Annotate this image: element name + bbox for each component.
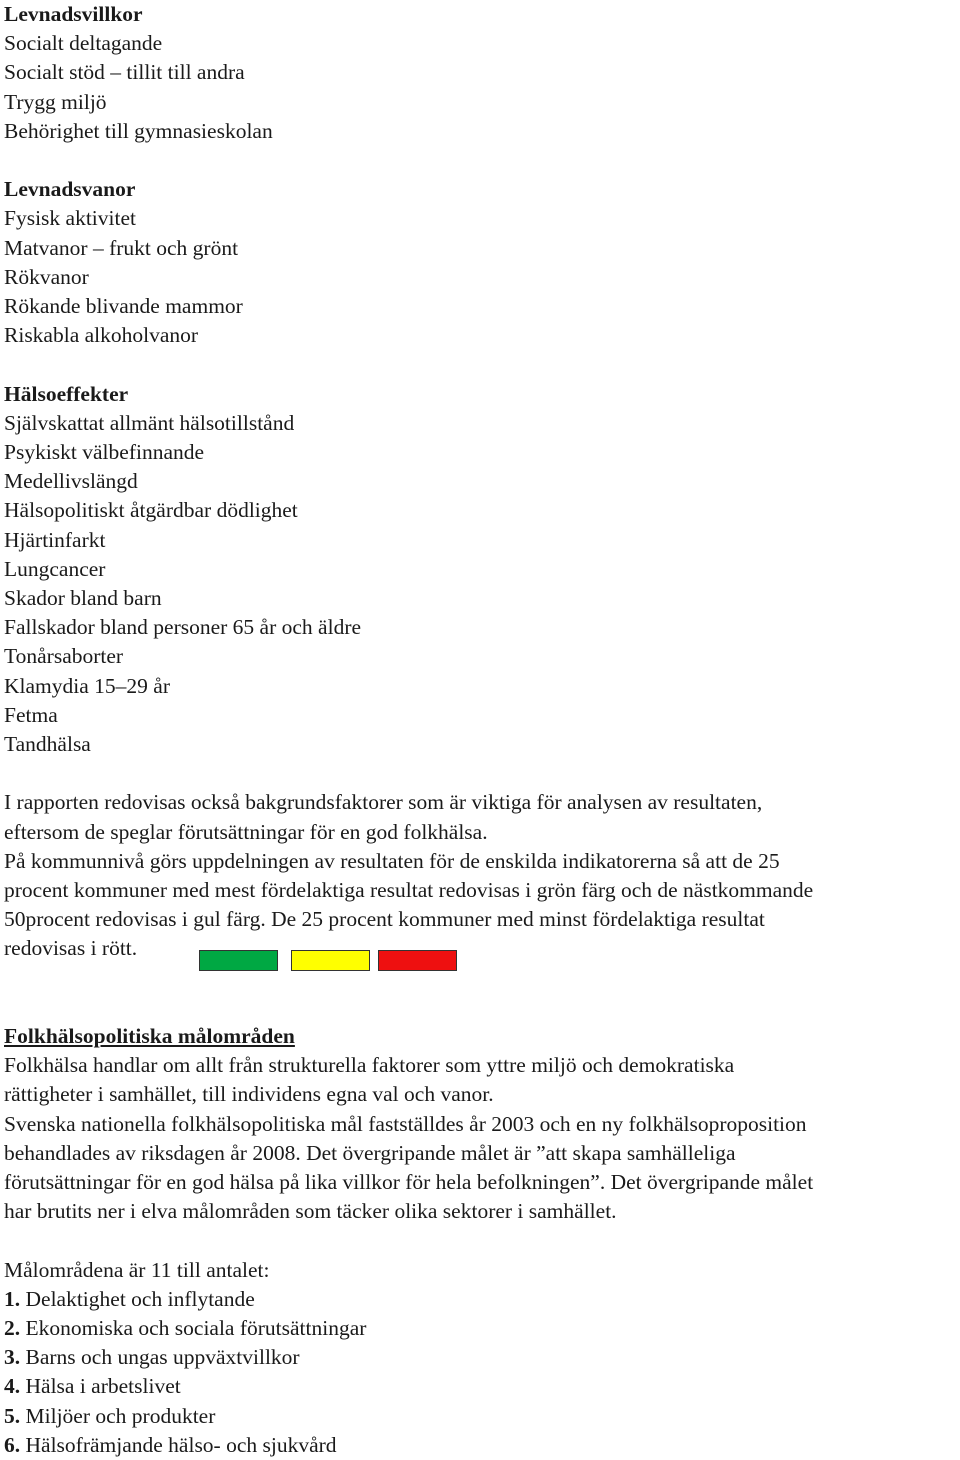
yellow-swatch <box>291 950 370 971</box>
goal-label: Barns och ungas uppväxtvillkor <box>20 1345 300 1370</box>
goal-item <box>4 1402 960 1431</box>
list-item: Lungcancer <box>4 556 106 581</box>
goal-item <box>4 1285 960 1314</box>
list-item: Riskabla alkoholvanor <box>4 323 199 348</box>
list-item: Klamydia 15–29 år <box>4 673 170 698</box>
goals-intro: Målområdena är 11 till antalet: <box>4 1257 270 1282</box>
list-item: Tonårsaborter <box>4 644 124 669</box>
red-swatch <box>378 950 457 971</box>
goal-item <box>4 1372 960 1401</box>
spacer <box>4 759 960 788</box>
spacer <box>4 1226 960 1255</box>
section4-paragraph-line: behandlades av riksdagen år 2008. Det övergripande målet är ”att skapa samhälleliga <box>4 1140 736 1165</box>
goal-item <box>4 1314 960 1343</box>
list-item: Socialt stöd – tillit till andra <box>4 60 245 85</box>
report-paragraph-line: I rapporten redovisas också bakgrundsfaktorer som är viktiga för analysen av resultaten, <box>4 790 763 815</box>
goal-item <box>4 1431 960 1460</box>
goal-label: Hälsa i arbetslivet <box>20 1374 181 1399</box>
report-paragraph-line: redovisas i rött. <box>4 936 138 961</box>
section4-paragraph-line: förutsättningar för en god hälsa på lika villkor för hela befolkningen”. Det övergripande målet <box>4 1170 814 1195</box>
report-paragraph-line: eftersom de speglar förutsättningar för en god folkhälsa. <box>4 819 488 844</box>
section4-paragraph-line: har brutits ner i elva målområden som täcker olika sektorer i samhället. <box>4 1199 617 1224</box>
section4-paragraph-line: rättigheter i samhället, till individens egna val och vanor. <box>4 1082 494 1107</box>
goal-number: 2. <box>4 1316 21 1341</box>
goal-number: 3. <box>4 1345 21 1370</box>
goal-label: Ekonomiska och sociala förutsättningar <box>20 1316 367 1341</box>
list-item: Hälsopolitiskt åtgärdbar dödlighet <box>4 498 298 523</box>
goal-number: 1. <box>4 1286 21 1311</box>
list-item: Hjärtinfarkt <box>4 527 106 552</box>
list-item: Behörighet till gymnasieskolan <box>4 118 273 143</box>
list-item: Medellivslängd <box>4 469 138 494</box>
list-item: Självskattat allmänt hälsotillstånd <box>4 410 295 435</box>
list-item: Rökande blivande mammor <box>4 294 243 319</box>
section4-paragraph-line: Svenska nationella folkhälsopolitiska mål fastställdes år 2003 och en ny folkhälsoproposition <box>4 1111 807 1136</box>
section-heading-levnadsvillkor: Levnadsvillkor <box>4 2 143 26</box>
spacer <box>4 350 960 379</box>
list-item: Matvanor – frukt och grönt <box>4 235 239 260</box>
goal-number: 5. <box>4 1403 21 1428</box>
spacer <box>4 993 960 1022</box>
goal-number: 4. <box>4 1374 21 1399</box>
list-item: Fetma <box>4 702 58 727</box>
report-paragraph-line: procent kommuner med mest fördelaktiga resultat redovisas i grön färg och de nästkommande <box>4 878 814 903</box>
report-paragraph-line: 50procent redovisas i gul färg. De 25 procent kommuner med minst fördelaktiga resultat <box>4 907 765 932</box>
list-item: Trygg miljö <box>4 89 107 114</box>
list-item: Fallskador bland personer 65 år och äldre <box>4 615 362 640</box>
report-paragraph-line: På kommunnivå görs uppdelningen av resultaten för de enskilda indikatorerna så att de 25 <box>4 848 780 873</box>
spacer <box>4 964 960 993</box>
section4-paragraph-line: Folkhälsa handlar om allt från strukturella faktorer som yttre miljö och demokratiska <box>4 1053 735 1078</box>
list-item: Fysisk aktivitet <box>4 206 136 231</box>
section-heading-malomraden: Folkhälsopolitiska målområden <box>4 1024 295 1049</box>
spacer <box>4 146 960 175</box>
list-item: Rökvanor <box>4 264 89 289</box>
green-swatch <box>199 950 278 971</box>
list-item: Socialt deltagande <box>4 31 163 56</box>
list-item: Tandhälsa <box>4 732 91 757</box>
goal-label: Miljöer och produkter <box>20 1403 216 1428</box>
section-heading-levnadsvanor: Levnadsvanor <box>4 177 136 202</box>
section-heading-halsoeffekter: Hälsoeffekter <box>4 381 129 406</box>
goal-item <box>4 1343 960 1372</box>
goal-label: Delaktighet och inflytande <box>20 1286 255 1311</box>
list-item: Psykiskt välbefinnande <box>4 440 205 465</box>
goal-number: 6. <box>4 1432 21 1457</box>
goal-label: Hälsofrämjande hälso- och sjukvård <box>20 1432 337 1457</box>
list-item: Skador bland barn <box>4 586 162 611</box>
